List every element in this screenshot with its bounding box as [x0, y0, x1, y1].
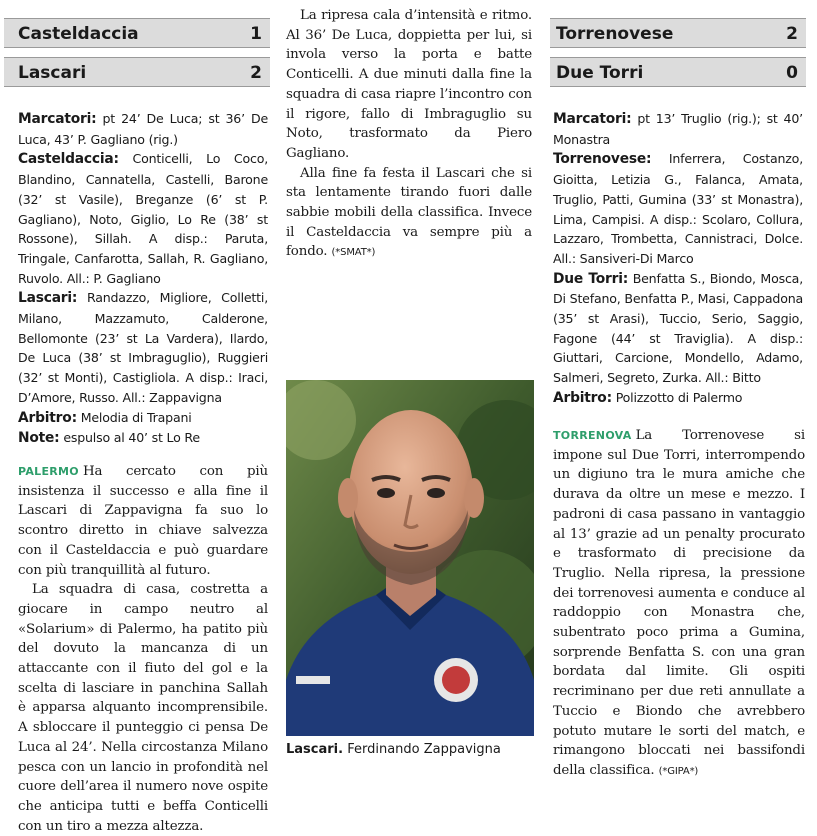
article-paragraph-2	[553, 426, 805, 782]
scorers-text-2: pt 13’ Truglio (rig.); st 40’ Monastra	[553, 111, 803, 147]
away-team-name: Lascari	[18, 63, 87, 83]
away-lineup-text: Randazzo, Migliore, Colletti, Milano, Mazzamuto, Calderone, Bellomonte (23’ st La Vardera), Ilardo, De Luca (38’ st Imbraguglio), Ruggieri (32’ st Monti), Castigliola. A disp.: Iraci, D’Amore, Russo. All.: Zappavigna	[18, 290, 269, 405]
caption-text: Ferdinando Zappavigna	[347, 742, 501, 757]
match2-article	[553, 426, 805, 782]
scorers-label-2: Marcatori:	[553, 111, 632, 127]
referee-label: Arbitro:	[18, 409, 77, 426]
photo-caption	[286, 740, 536, 760]
score-row-away-2	[550, 57, 806, 87]
scorers-text: pt 24’ De Luca; st 36’ De Luca, 43’ P. Gagliano (rig.)	[18, 111, 268, 147]
referee-text-2: Polizzotto di Palermo	[615, 389, 743, 405]
signature-2: (*GIPA*)	[658, 765, 699, 777]
referee-text: Melodia di Trapani	[80, 409, 192, 425]
paragraph-text: Ha cercato con più insistenza il successo e alla fine il Lascari di Zappavigna fa suo lo scontro diretto in chiave salvezza con il Casteldaccia e può guardare con più tranquillità al futuro.	[18, 464, 268, 578]
away-team-goals: 2	[250, 63, 262, 83]
referee-line-2	[553, 388, 803, 409]
home-lineup	[18, 149, 268, 288]
match1-details	[18, 109, 268, 449]
notes-label: Note:	[18, 430, 60, 447]
paragraph-text: Alla fine fa festa il Lascari che si sta lentamente tirando fuori dalle sabbie mobili della classifica. Invece il Casteldaccia va sempre più a fondo.	[286, 165, 532, 260]
away-lineup	[18, 288, 268, 407]
score-row-home	[4, 18, 270, 48]
notes-text: espulso al 40’ st Lo Re	[63, 430, 200, 446]
paragraph-text-2: La Torrenovese si impone sul Due Torri, interrompendo un digiuno tra le mura amiche che durava da oltre un mese e mezzo. I padroni di casa passano in vantaggio al 13’ grazie ad un penalty procurato e trasformato di precisione da Truglio. Nella ripresa, la pressione dei torrenovesi aumenta e conduce al raddoppio con Monastra che, subentrato poco prima a Gumina, sorprende Benfatta S. con una gran bordata dal limite. Gli ospiti recriminano per due reti annullate a Tuccio e Biondo che avrebbero potuto mutare le sorti del match, e rimangono bloccati nei bassifondi della classifica.	[553, 428, 805, 778]
home-team-goals-2: 2	[786, 24, 798, 44]
notes-line	[18, 428, 268, 449]
away-team-goals-2: 0	[786, 63, 798, 83]
article-paragraph	[286, 164, 532, 264]
away-lineup-label-2: Due Torri:	[553, 270, 629, 287]
away-team-name-2: Due Torri	[556, 63, 644, 83]
home-lineup-label: Casteldaccia:	[18, 151, 119, 168]
article-paragraph	[286, 6, 532, 164]
referee-label-2: Arbitro:	[553, 389, 612, 406]
score-row-away	[4, 57, 270, 87]
home-lineup-text: Conticelli, Lo Coco, Blandino, Cannatella, Castelli, Barone (32’ st Vasile), Breganze (6’ st P. Gagliano), Noto, Giglio, Lo Re (38’ st Rossone), Sillah. A disp.: Paruta, Tringale, Canfarotta, Sallah, R. Gagliano, Ruvolo. All.: P. Gagliano	[18, 151, 268, 286]
away-lineup-2	[553, 269, 803, 388]
article-paragraph	[18, 580, 268, 836]
match1-article-a	[18, 462, 268, 836]
dateline-2: TORRENOVA	[553, 429, 632, 442]
home-team-name: Casteldaccia	[18, 24, 139, 44]
scorers-label: Marcatori:	[18, 111, 97, 127]
away-lineup-text-2: Benfatta S., Biondo, Mosca, Di Stefano, Benfatta P., Masi, Cappadona (35’ st Arasi), Tuccio, Serio, Saggio, Fagone (44’ st Traviglia). A disp.: Giuttari, Carcione, Mondello, Adamo, Salmeri, Segreto, Zurka. All.: Bitto	[553, 270, 803, 386]
caption-label: Lascari.	[286, 742, 344, 757]
signature: (*SMAT*)	[331, 247, 376, 259]
paragraph-text: La squadra di casa, costretta a giocare in campo neutro al «Solarium» di Palermo, ha patito più del dovuto la mancanza di un attaccante con il fiuto del gol e la scelta di lasciare in panchina Sallah è apparsa alquanto incomprensibile. A sbloccare il punteggio ci pensa De Luca al 24’. Nella circostanza Milano pesca con un lancio in profondità nel cuore dell’area il numero nove ospite che anticipa tutti e beffa Conticelli con un tiro a mezza altezza.	[18, 582, 268, 834]
coach-photo	[286, 380, 534, 736]
home-lineup-2	[553, 149, 803, 268]
paragraph-text: La ripresa cala d’intensità e ritmo. Al 36’ De Luca, doppietta per lui, si invola verso la porta e batte Conticelli. A due minuti dalla fine la squadra di casa riapre l’incontro con il rigore, fallo di Imbraguglio su Noto, trasformato da Piero Gagliano.	[286, 8, 532, 161]
dateline: PALERMO	[18, 465, 79, 478]
portrait-image	[286, 380, 534, 736]
match1-article-b	[286, 6, 532, 263]
article-paragraph	[18, 462, 268, 580]
home-team-goals: 1	[250, 24, 262, 44]
scorers-line	[18, 109, 268, 149]
away-lineup-label: Lascari:	[18, 290, 78, 307]
scorers-line-2	[553, 109, 803, 149]
score-row-home-2	[550, 18, 806, 48]
home-team-name-2: Torrenovese	[556, 24, 674, 44]
home-lineup-text-2: Inferrera, Costanzo, Gioitta, Letizia G., Falanca, Amata, Truglio, Patti, Gumina (33’ st Monastra), Lima, Campisi. A disp.: Scolaro, Collura, Lazzaro, Trombetta, Cannistraci, Dolce. All.: Sansiveri-Di Marco	[553, 151, 803, 266]
referee-line	[18, 408, 268, 429]
match2-details	[553, 109, 803, 409]
home-lineup-label-2: Torrenovese:	[553, 151, 652, 168]
